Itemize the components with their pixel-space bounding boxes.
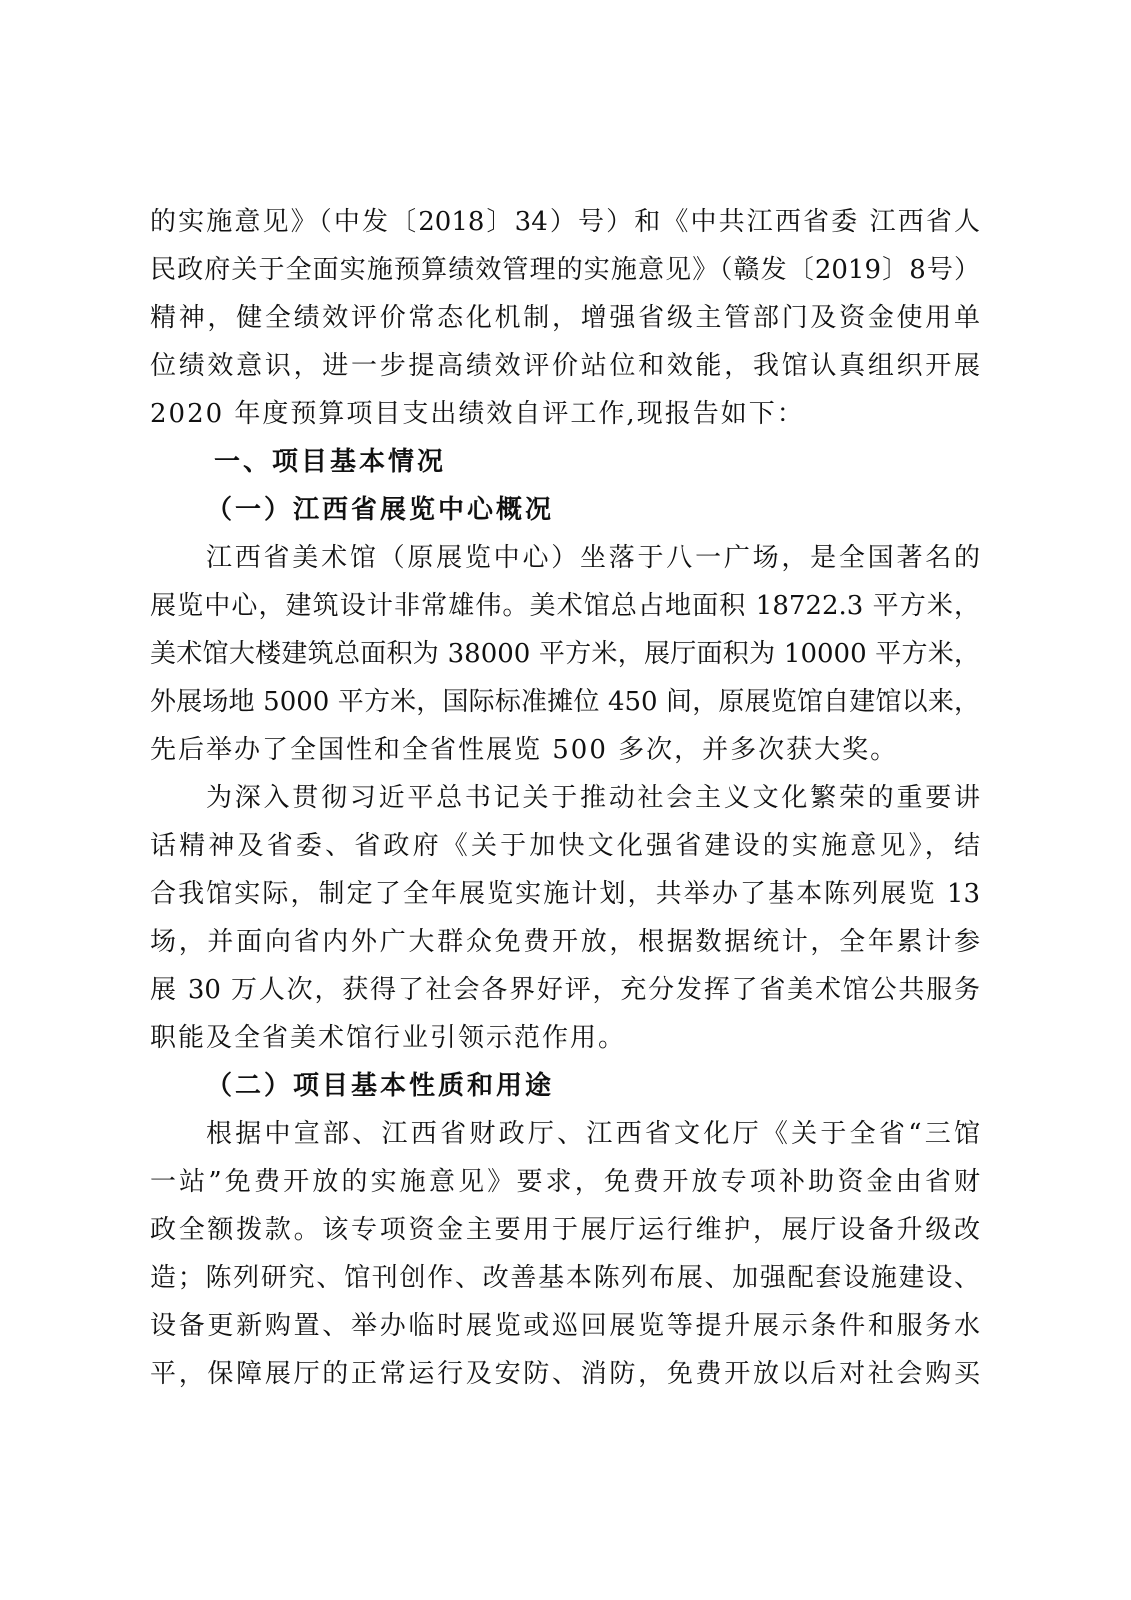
body-line: 美术馆大楼建筑总面积为 38000 平方米，展厅面积为 10000 平方米， <box>150 639 980 669</box>
body-line: 为深入贯彻习近平总书记关于推动社会主义文化繁荣的重要讲 <box>206 783 980 813</box>
subsection-heading: （一）江西省展览中心概况 <box>206 495 555 525</box>
body-line: 政全额拨款。该专项资金主要用于展厅运行维护，展厅设备升级改 <box>150 1215 980 1245</box>
body-line: 精神，健全绩效评价常态化机制，增强省级主管部门及资金使用单 <box>150 303 980 333</box>
document-body <box>150 198 980 1398</box>
body-line: 场，并面向省内外广大群众免费开放，根据数据统计，全年累计参 <box>150 927 980 957</box>
body-line: 民政府关于全面实施预算绩效管理的实施意见》（赣发〔2019〕8号） <box>150 255 980 285</box>
body-line: 根据中宣部、江西省财政厅、江西省文化厅《关于全省“三馆 <box>206 1119 980 1149</box>
body-line: 造；陈列研究、馆刊创作、改善基本陈列布展、加强配套设施建设、 <box>150 1263 980 1293</box>
body-line: 平，保障展厅的正常运行及安防、消防，免费开放以后对社会购买 <box>150 1359 980 1389</box>
body-line: 2020 年度预算项目支出绩效自评工作,现报告如下： <box>150 399 805 429</box>
body-line: 江西省美术馆（原展览中心）坐落于八一广场，是全国著名的 <box>206 543 980 573</box>
body-line: 设备更新购置、举办临时展览或巡回展览等提升展示条件和服务水 <box>150 1311 980 1341</box>
body-line: 位绩效意识，进一步提高绩效评价站位和效能，我馆认真组织开展 <box>150 351 980 381</box>
body-line: 一站”免费开放的实施意见》要求，免费开放专项补助资金由省财 <box>150 1167 980 1197</box>
body-line: 合我馆实际，制定了全年展览实施计划，共举办了基本陈列展览 13 <box>150 879 980 909</box>
body-line: 外展场地 5000 平方米，国际标准摊位 450 间，原展览馆自建馆以来， <box>150 687 980 717</box>
body-line: 展览中心，建筑设计非常雄伟。美术馆总占地面积 18722.3 平方米， <box>150 591 980 621</box>
body-line: 展 30 万人次，获得了社会各界好评，充分发挥了省美术馆公共服务 <box>150 975 980 1005</box>
section-heading: 一、项目基本情况 <box>214 447 447 477</box>
body-line: 的实施意见》（中发〔2018〕34）号）和《中共江西省委 江西省人 <box>150 207 980 237</box>
body-line: 职能及全省美术馆行业引领示范作用。 <box>150 1023 627 1053</box>
body-line: 先后举办了全国性和全省性展览 500 多次，并多次获大奖。 <box>150 735 899 765</box>
body-line: 话精神及省委、省政府《关于加快文化强省建设的实施意见》，结 <box>150 831 980 861</box>
subsection-heading: （二）项目基本性质和用途 <box>206 1071 555 1101</box>
